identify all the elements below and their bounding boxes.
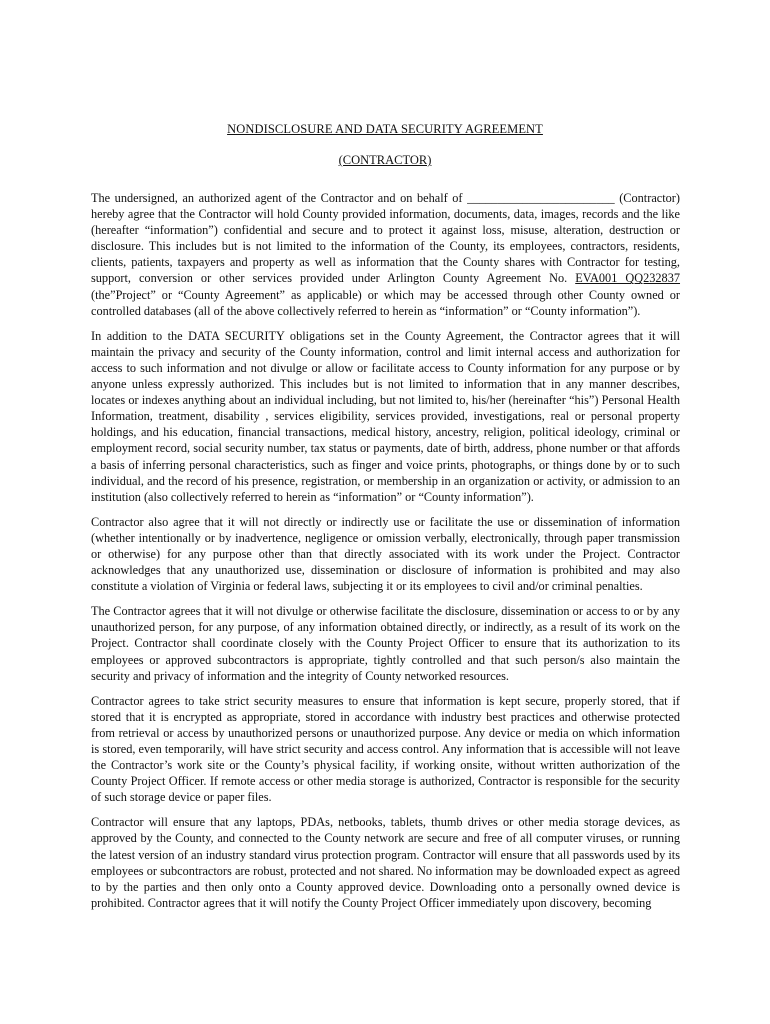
paragraph-1	[91, 190, 680, 319]
document-subtitle: (CONTRACTOR)	[338, 153, 432, 167]
agreement-number: EVA001 QQ232837	[575, 271, 681, 286]
paragraph-1-text-a: The undersigned, an authorized agent of the Contractor and on behalf of ________________________ (Contractor) hereby agree that the Contractor will hold County provided information, documents, data, images, records and the like (hereafter “information”) confidential and secure and to protect it against loss, misuse, alteration, destruction or disclosure. This includes but is not limited to the information of the County, its employees, contractors, residents, clients, patients, taxpayers and property as well as information that the County shares with Contractor for testing, support, conversion or other services provided under Arlington County Agreement No.	[91, 191, 680, 286]
paragraph-4: The Contractor agrees that it will not divulge or otherwise facilitate the disclosure, dissemination or access to or by any unauthorized person, for any purpose, of any information obtained directly, or indirectly, as a result of its work on the Project. Contractor shall coordinate closely with the County Project Officer to ensure that its authorization to its employees or approved subcontractors is appropriate, tightly controlled and that such person/s also maintain the security and privacy of information and the integrity of County networked resources.	[91, 604, 680, 683]
paragraph-6: Contractor will ensure that any laptops, PDAs, netbooks, tablets, thumb drives or other media storage devices, as approved by the County, and connected to the County network are secure and free of all computer viruses, or running the latest version of an industry standard virus protection program. Contractor will ensure that all passwords used by its employees or subcontractors are robust, protected and not shared. No information may be downloaded expect as agreed to by the parties and then only onto a County approved device. Downloading onto a personally owned device is prohibited. Contractor agrees that it will notify the County Project Officer immediately upon discovery, becoming	[91, 815, 680, 910]
paragraph-3: Contractor also agree that it will not directly or indirectly use or facilitate the use or dissemination of information (whether intentionally or by inadvertence, negligence or omission verbally, electronically, through paper transmission or otherwise) for any purpose other than that directly associated with its work under the Project. Contractor acknowledges that any unauthorized use, dissemination or disclosure of information is prohibited and may also constitute a violation of Virginia or federal laws, subjecting it or its employees to civil and/or criminal penalties.	[91, 514, 680, 594]
paragraph-5: Contractor agrees to take strict security measures to ensure that information is kept secure, properly stored, that if stored that it is encrypted as appropriate, stored in accordance with industry best practices and otherwise protected from retrieval or access by unauthorized persons or unauthorized purpose. Any device or media on which information is stored, even temporarily, will have strict security and access control. Any information that is accessible will not leave the Contractor’s work site or the County’s physical facility, if working onsite, without written authorization of the County Project Officer. If remote access or other media storage is authorized, Contractor is responsible for the security of such storage device or paper files.	[91, 693, 680, 805]
document-body	[91, 190, 680, 920]
paragraph-2: In addition to the DATA SECURITY obligations set in the County Agreement, the Contractor agrees that it will maintain the privacy and security of the County information, control and limit internal access and authorization for access to such information and not divulge or allow or facilitate access to County information for any purpose or by anyone unless expressly authorized. This includes but is not limited to information that in any manner describes, locates or indexes anything about an individual including, but not limited to, his/her (hereinafter “his”) Personal Health Information, treatment, disability , services eligibility, services provided, investigations, real or personal property holdings, and his education, financial transactions, medical history, ancestry, religion, political ideology, criminal or employment record, social security number, tax status or payments, date of birth, address, phone number or that affords a basis of inferring personal characteristics, such as finger and voice prints, photographs, or things done by or to such individual, and the record of his presence, registration, or membership in an organization or activity, or admission to an institution (also collectively referred to herein as “information” or “County information”).	[91, 328, 680, 504]
paragraph-1-text-b: (the”Project” or “County Agreement” as applicable) or which may be accessed through other County owned or controlled databases (all of the above collectively referred to herein as “information” or “County information”).	[91, 287, 680, 318]
document-title: NONDISCLOSURE AND DATA SECURITY AGREEMENT	[227, 122, 543, 136]
